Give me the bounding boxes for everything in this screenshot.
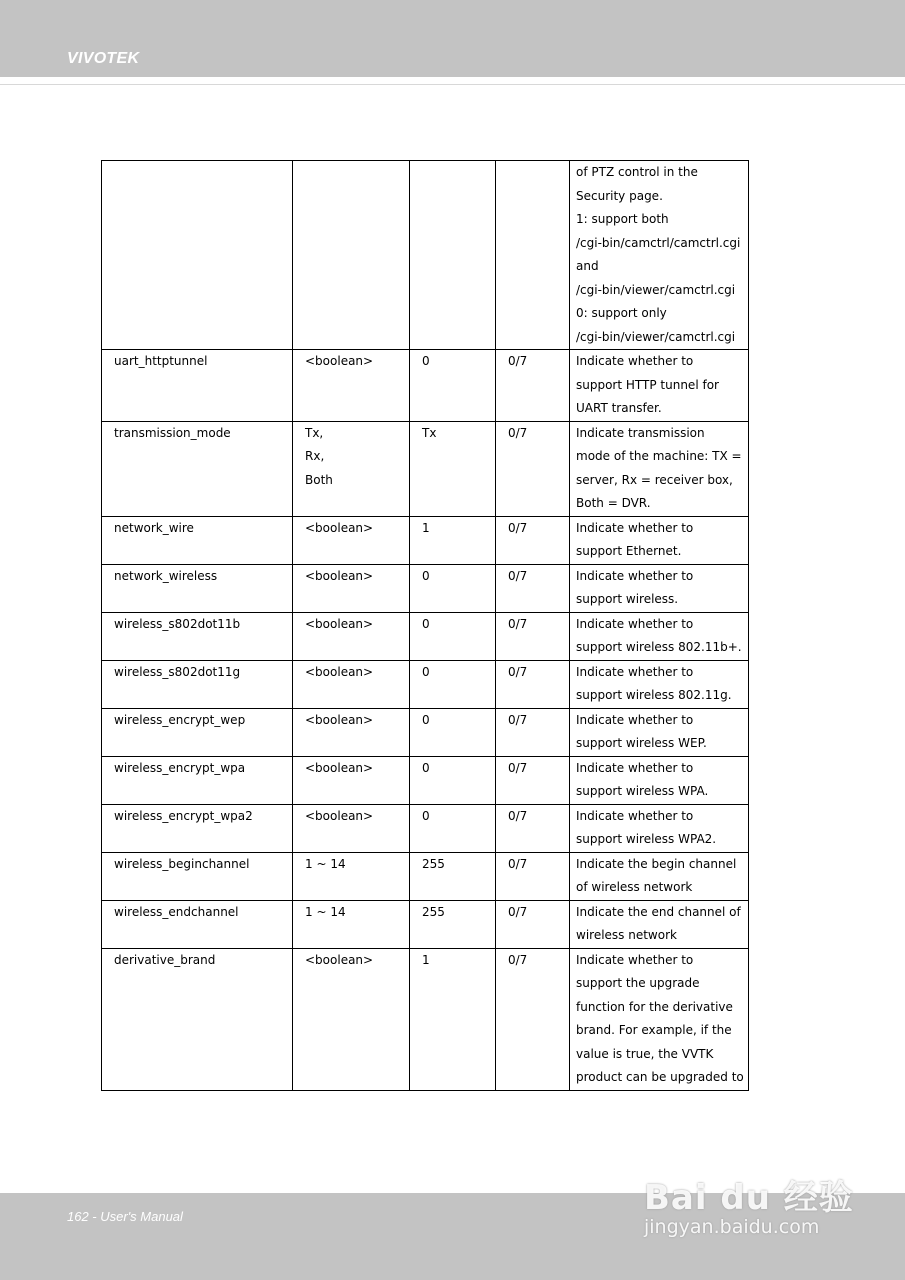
param-security-cell: 0/7 xyxy=(496,660,570,708)
param-values-cell: <boolean> xyxy=(293,948,410,1090)
param-default-cell: 0 xyxy=(410,612,496,660)
param-values-cell: <boolean> xyxy=(293,804,410,852)
param-name-cell: wireless_beginchannel xyxy=(102,852,293,900)
param-name-cell: wireless_endchannel xyxy=(102,900,293,948)
param-security-cell: 0/7 xyxy=(496,804,570,852)
param-name-cell: network_wireless xyxy=(102,564,293,612)
param-default-cell: 0 xyxy=(410,804,496,852)
param-name-cell: wireless_s802dot11g xyxy=(102,660,293,708)
table-row xyxy=(102,612,749,660)
page-number-label: 162 - User's Manual xyxy=(67,1209,183,1224)
param-description-cell: Indicate whether to support the upgrade function for the derivative brand. For example, if the value is true, the VVTK product can be upgraded to xyxy=(570,948,749,1090)
param-description-cell: Indicate the begin channel of wireless network xyxy=(570,852,749,900)
param-description-cell: Indicate whether to support HTTP tunnel for UART transfer. xyxy=(570,350,749,422)
param-security-cell: 0/7 xyxy=(496,708,570,756)
param-name-cell: transmission_mode xyxy=(102,421,293,516)
param-security-cell: 0/7 xyxy=(496,612,570,660)
param-name-cell: wireless_encrypt_wpa2 xyxy=(102,804,293,852)
param-default-cell: 0 xyxy=(410,756,496,804)
param-security-cell: 0/7 xyxy=(496,756,570,804)
param-name-cell xyxy=(102,161,293,350)
table-row xyxy=(102,756,749,804)
param-default-cell: 255 xyxy=(410,852,496,900)
table-row xyxy=(102,421,749,516)
param-default-cell: 1 xyxy=(410,948,496,1090)
table-row xyxy=(102,900,749,948)
parameter-table xyxy=(101,160,749,1091)
param-description-cell: Indicate whether to support wireless 802.11b+. xyxy=(570,612,749,660)
header-divider xyxy=(0,84,905,85)
table-row xyxy=(102,708,749,756)
table-row xyxy=(102,852,749,900)
param-description-cell: Indicate whether to support wireless WEP. xyxy=(570,708,749,756)
param-description-cell: Indicate transmission mode of the machine: TX = server, Rx = receiver box, Both = DVR. xyxy=(570,421,749,516)
param-description-cell: Indicate whether to support wireless. xyxy=(570,564,749,612)
param-values-cell: <boolean> xyxy=(293,756,410,804)
parameter-table-body xyxy=(102,161,749,1091)
param-name-cell: derivative_brand xyxy=(102,948,293,1090)
param-values-cell: <boolean> xyxy=(293,612,410,660)
param-values-cell: Tx, Rx, Both xyxy=(293,421,410,516)
watermark-logo-text: Bai du 经验 xyxy=(644,1178,854,1218)
param-name-cell: wireless_encrypt_wpa xyxy=(102,756,293,804)
param-values-cell: <boolean> xyxy=(293,660,410,708)
table-row xyxy=(102,161,749,350)
param-description-cell: Indicate whether to support wireless 802.11g. xyxy=(570,660,749,708)
param-values-cell: <boolean> xyxy=(293,350,410,422)
param-description-cell: Indicate whether to support wireless WPA. xyxy=(570,756,749,804)
param-values-cell: <boolean> xyxy=(293,564,410,612)
param-description-cell: Indicate whether to support wireless WPA2. xyxy=(570,804,749,852)
table-row xyxy=(102,948,749,1090)
param-security-cell: 0/7 xyxy=(496,421,570,516)
param-security-cell: 0/7 xyxy=(496,516,570,564)
param-default-cell xyxy=(410,161,496,350)
param-values-cell: <boolean> xyxy=(293,708,410,756)
param-security-cell: 0/7 xyxy=(496,852,570,900)
param-security-cell: 0/7 xyxy=(496,900,570,948)
param-name-cell: wireless_s802dot11b xyxy=(102,612,293,660)
table-row xyxy=(102,660,749,708)
table-row xyxy=(102,564,749,612)
table-row xyxy=(102,516,749,564)
param-security-cell xyxy=(496,161,570,350)
param-security-cell: 0/7 xyxy=(496,350,570,422)
param-description-cell: of PTZ control in the Security page. 1: support both /cgi-bin/camctrl/camctrl.cgi and /cgi-bin/viewer/camctrl.cgi 0: support only /cgi-bin/viewer/camctrl.cgi xyxy=(570,161,749,350)
watermark-url: jingyan.baidu.com xyxy=(644,1216,820,1238)
param-default-cell: 0 xyxy=(410,564,496,612)
param-description-cell: Indicate whether to support Ethernet. xyxy=(570,516,749,564)
param-values-cell: <boolean> xyxy=(293,516,410,564)
param-default-cell: Tx xyxy=(410,421,496,516)
param-values-cell: 1 ~ 14 xyxy=(293,900,410,948)
param-security-cell: 0/7 xyxy=(496,564,570,612)
param-default-cell: 0 xyxy=(410,660,496,708)
param-name-cell: network_wire xyxy=(102,516,293,564)
param-default-cell: 0 xyxy=(410,350,496,422)
param-security-cell: 0/7 xyxy=(496,948,570,1090)
table-row xyxy=(102,804,749,852)
table-row xyxy=(102,350,749,422)
param-default-cell: 255 xyxy=(410,900,496,948)
param-name-cell: wireless_encrypt_wep xyxy=(102,708,293,756)
param-default-cell: 1 xyxy=(410,516,496,564)
brand-logo-text: VIVOTEK xyxy=(67,50,140,67)
param-values-cell: 1 ~ 14 xyxy=(293,852,410,900)
param-description-cell: Indicate the end channel of wireless network xyxy=(570,900,749,948)
param-default-cell: 0 xyxy=(410,708,496,756)
param-name-cell: uart_httptunnel xyxy=(102,350,293,422)
baidu-watermark xyxy=(640,1140,855,1245)
param-values-cell xyxy=(293,161,410,350)
